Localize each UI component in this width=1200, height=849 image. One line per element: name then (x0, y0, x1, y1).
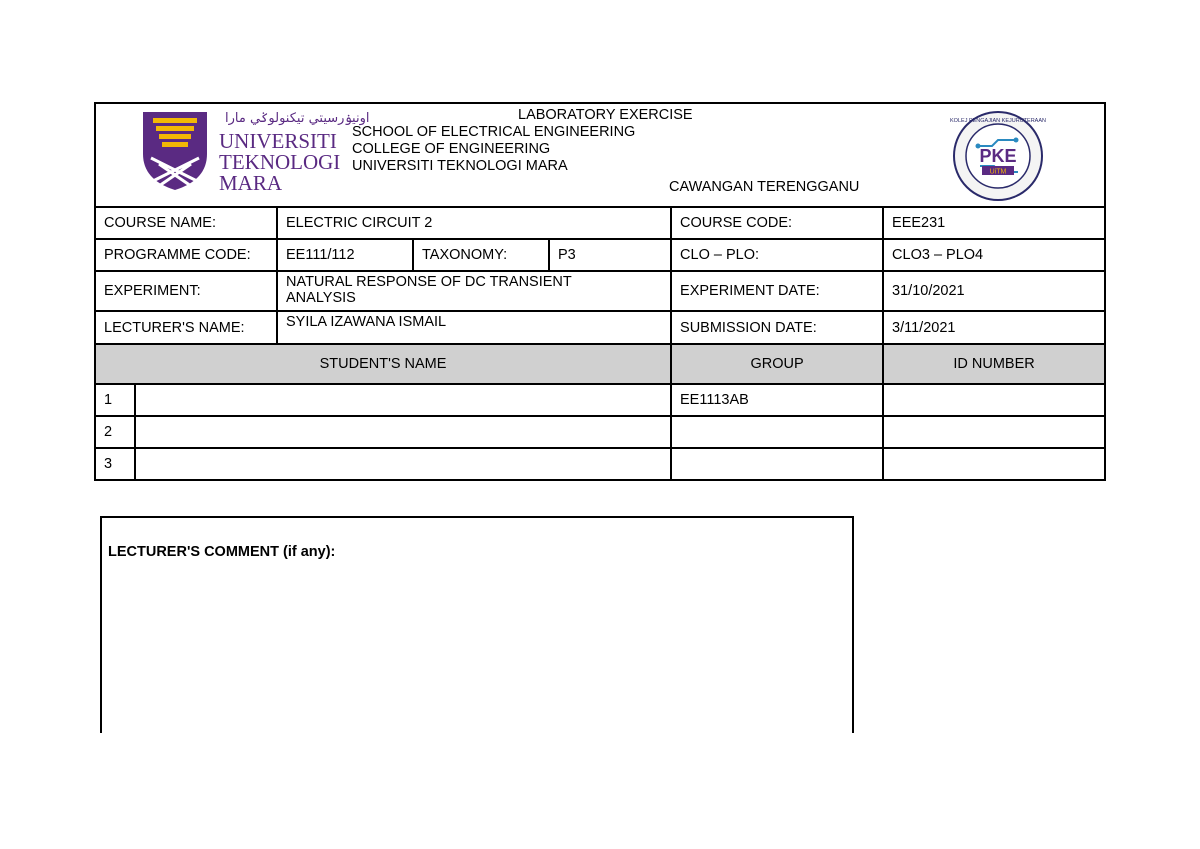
student-id-cell[interactable] (883, 448, 1105, 480)
student-group-cell[interactable] (671, 448, 883, 480)
lecturer-comment-box[interactable] (100, 516, 854, 756)
svg-text:اونيۏرسيتي تيكنولوݢي مارا: اونيۏرسيتي تيكنولوݢي مارا (225, 111, 370, 126)
lab-cover-sheet (94, 102, 1106, 481)
course-name-row (95, 207, 1105, 239)
group-header: GROUP (671, 344, 883, 384)
student-id-cell[interactable] (883, 384, 1105, 416)
student-no: 3 (95, 448, 135, 480)
taxonomy-label: TAXONOMY: (413, 239, 549, 271)
id-number-header: ID NUMBER (883, 344, 1105, 384)
submission-date-value: 3/11/2021 (883, 311, 1105, 344)
header-box (94, 102, 1106, 206)
students-header-row (95, 344, 1105, 384)
experiment-date-label: EXPERIMENT DATE: (671, 271, 883, 311)
submission-date-label: SUBMISSION DATE: (671, 311, 883, 344)
lecturer-value: SYILA IZAWANA ISMAIL (277, 311, 671, 344)
header-college: COLLEGE OF ENGINEERING (352, 141, 551, 157)
page-crop-edge (0, 733, 1200, 849)
course-code-value: EEE231 (883, 207, 1105, 239)
svg-text:UiTM: UiTM (989, 168, 1007, 176)
svg-text:PKE: PKE (979, 146, 1017, 166)
programme-row (95, 239, 1105, 271)
clo-plo-label: CLO – PLO: (671, 239, 883, 271)
course-code-label: COURSE CODE: (671, 207, 883, 239)
student-no: 2 (95, 416, 135, 448)
student-group-cell[interactable]: EE1113AB (671, 384, 883, 416)
student-name-cell[interactable] (135, 448, 671, 480)
table-row (95, 416, 1105, 448)
course-name-value: ELECTRIC CIRCUIT 2 (277, 207, 671, 239)
table-row (95, 448, 1105, 480)
student-name-cell[interactable] (135, 384, 671, 416)
student-id-cell[interactable] (883, 416, 1105, 448)
experiment-value-line1: NATURAL RESPONSE OF DC TRANSIENT (286, 274, 572, 290)
pke-logo (946, 110, 1050, 202)
table-row (95, 384, 1105, 416)
uitm-logo (141, 108, 370, 195)
programme-code-label: PROGRAMME CODE: (95, 239, 277, 271)
lecturer-row (95, 311, 1105, 344)
students-table (94, 383, 1106, 481)
header-school: SCHOOL OF ELECTRICAL ENGINEERING (352, 124, 636, 140)
experiment-value-line2: ANALYSIS (286, 290, 356, 306)
header-university: UNIVERSITI TEKNOLOGI MARA (352, 158, 568, 174)
clo-plo-value: CLO3 – PLO4 (883, 239, 1105, 271)
svg-text:TEKNOLOGI: TEKNOLOGI (219, 150, 341, 174)
experiment-value (277, 271, 671, 311)
svg-text:MARA: MARA (219, 171, 283, 195)
experiment-label: EXPERIMENT: (95, 271, 277, 311)
lecturer-label: LECTURER'S NAME: (95, 311, 277, 344)
experiment-date-value: 31/10/2021 (883, 271, 1105, 311)
course-info-table (94, 206, 1106, 385)
taxonomy-value: P3 (549, 239, 671, 271)
experiment-row (95, 271, 1105, 311)
course-name-label: COURSE NAME: (95, 207, 277, 239)
student-no: 1 (95, 384, 135, 416)
svg-text:KOLEJ PENGAJIAN KEJURUTERAAN: KOLEJ PENGAJIAN KEJURUTERAAN (950, 118, 1046, 124)
student-name-header: STUDENT'S NAME (95, 344, 671, 384)
student-name-cell[interactable] (135, 416, 671, 448)
header-title: LABORATORY EXERCISE (518, 107, 693, 123)
header-lines (352, 107, 635, 175)
uitm-shield-icon (143, 112, 207, 190)
header-branch: CAWANGAN TERENGGANU (669, 179, 860, 195)
programme-code-value: EE111/112 (277, 239, 413, 271)
lecturer-comment-label: LECTURER'S COMMENT (if any): (108, 544, 336, 560)
student-group-cell[interactable] (671, 416, 883, 448)
svg-text:UNIVERSITI: UNIVERSITI (219, 129, 337, 153)
